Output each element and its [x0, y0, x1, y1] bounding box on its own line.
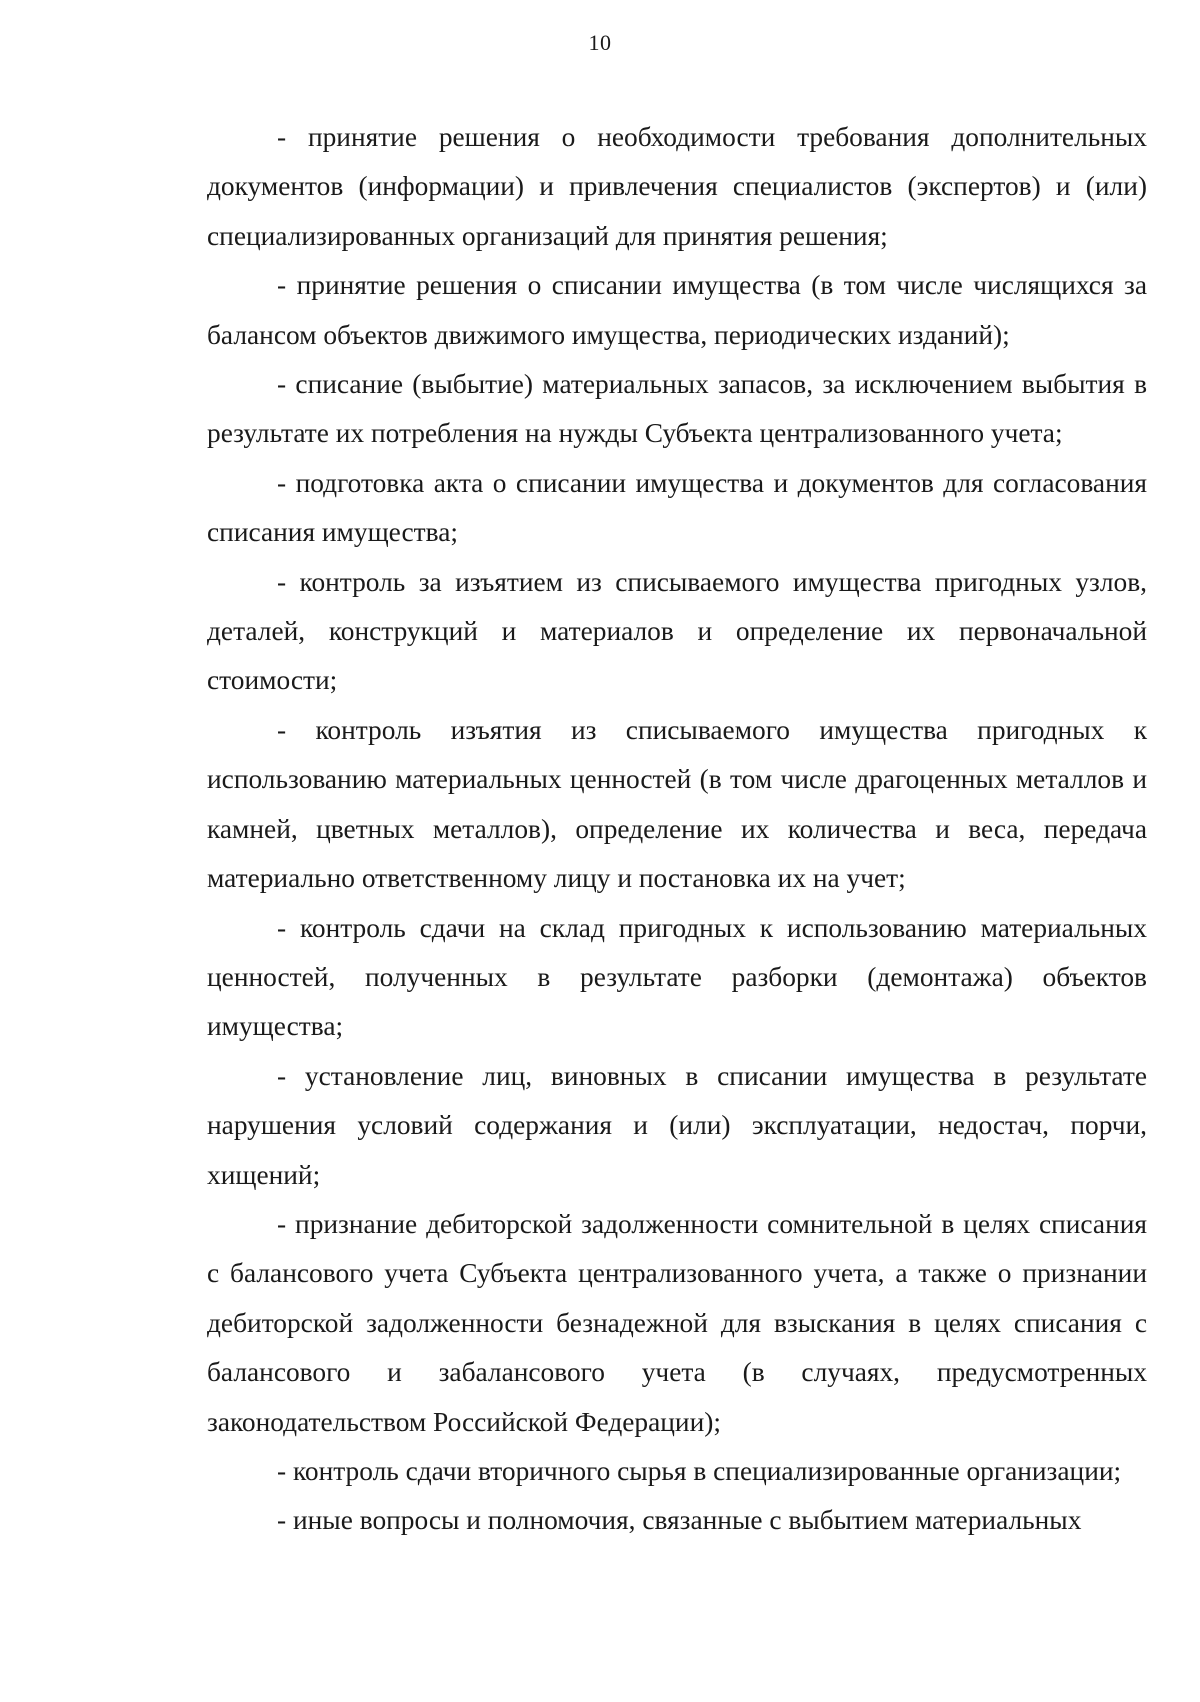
paragraph-item: - принятие решения о необходимости требования дополнительных документов (информации) и привлечения специалистов (экспертов) и (или) специализированных организаций для принятия решения; — [207, 122, 1147, 251]
page-number: 10 — [588, 30, 612, 55]
document-body — [207, 113, 1147, 1546]
paragraph-item: - признание дебиторской задолженности сомнительной в целях списания с балансового учета Субъекта централизованного учета, а также о признании дебиторской задолженности безнадежной для взыскания в целях списания с балансового и забалансового учета (в случаях, предусмотренных законодательством Российской Федерации); — [207, 1208, 1147, 1437]
paragraph-item: - подготовка акта о списании имущества и документов для согласования списания имущества; — [207, 467, 1147, 548]
paragraph-item: - контроль сдачи на склад пригодных к использованию материальных ценностей, полученных в результате разборки (демонтажа) объектов имущества; — [207, 912, 1147, 1042]
paragraph-item: - установление лиц, виновных в списании имущества в результате нарушения условий содержания и (или) эксплуатации, недостач, порчи, хищений; — [207, 1060, 1147, 1190]
paragraph-item: - иные вопросы и полномочия, связанные с выбытием материальных — [277, 1505, 1082, 1536]
paragraph-item: - контроль изъятия из списываемого имущества пригодных к использованию материальных ценностей (в том числе драгоценных металлов и камней, цветных металлов), определение их количества и веса, передача материально ответственному лицу и постановка их на учет; — [207, 714, 1147, 894]
paragraph-item: - принятие решения о списании имущества (в том числе числящихся за балансом объектов движимого имущества, периодических изданий); — [207, 270, 1147, 350]
paragraph-item: - списание (выбытие) материальных запасов, за исключением выбытия в результате их потребления на нужды Субъекта централизованного учета; — [207, 369, 1147, 449]
paragraph-item: - контроль за изъятием из списываемого имущества пригодных узлов, деталей, конструкций и материалов и определение их первоначальной стоимости; — [207, 566, 1147, 696]
paragraph-item: - контроль сдачи вторичного сырья в специализированные организации; — [277, 1455, 1122, 1486]
